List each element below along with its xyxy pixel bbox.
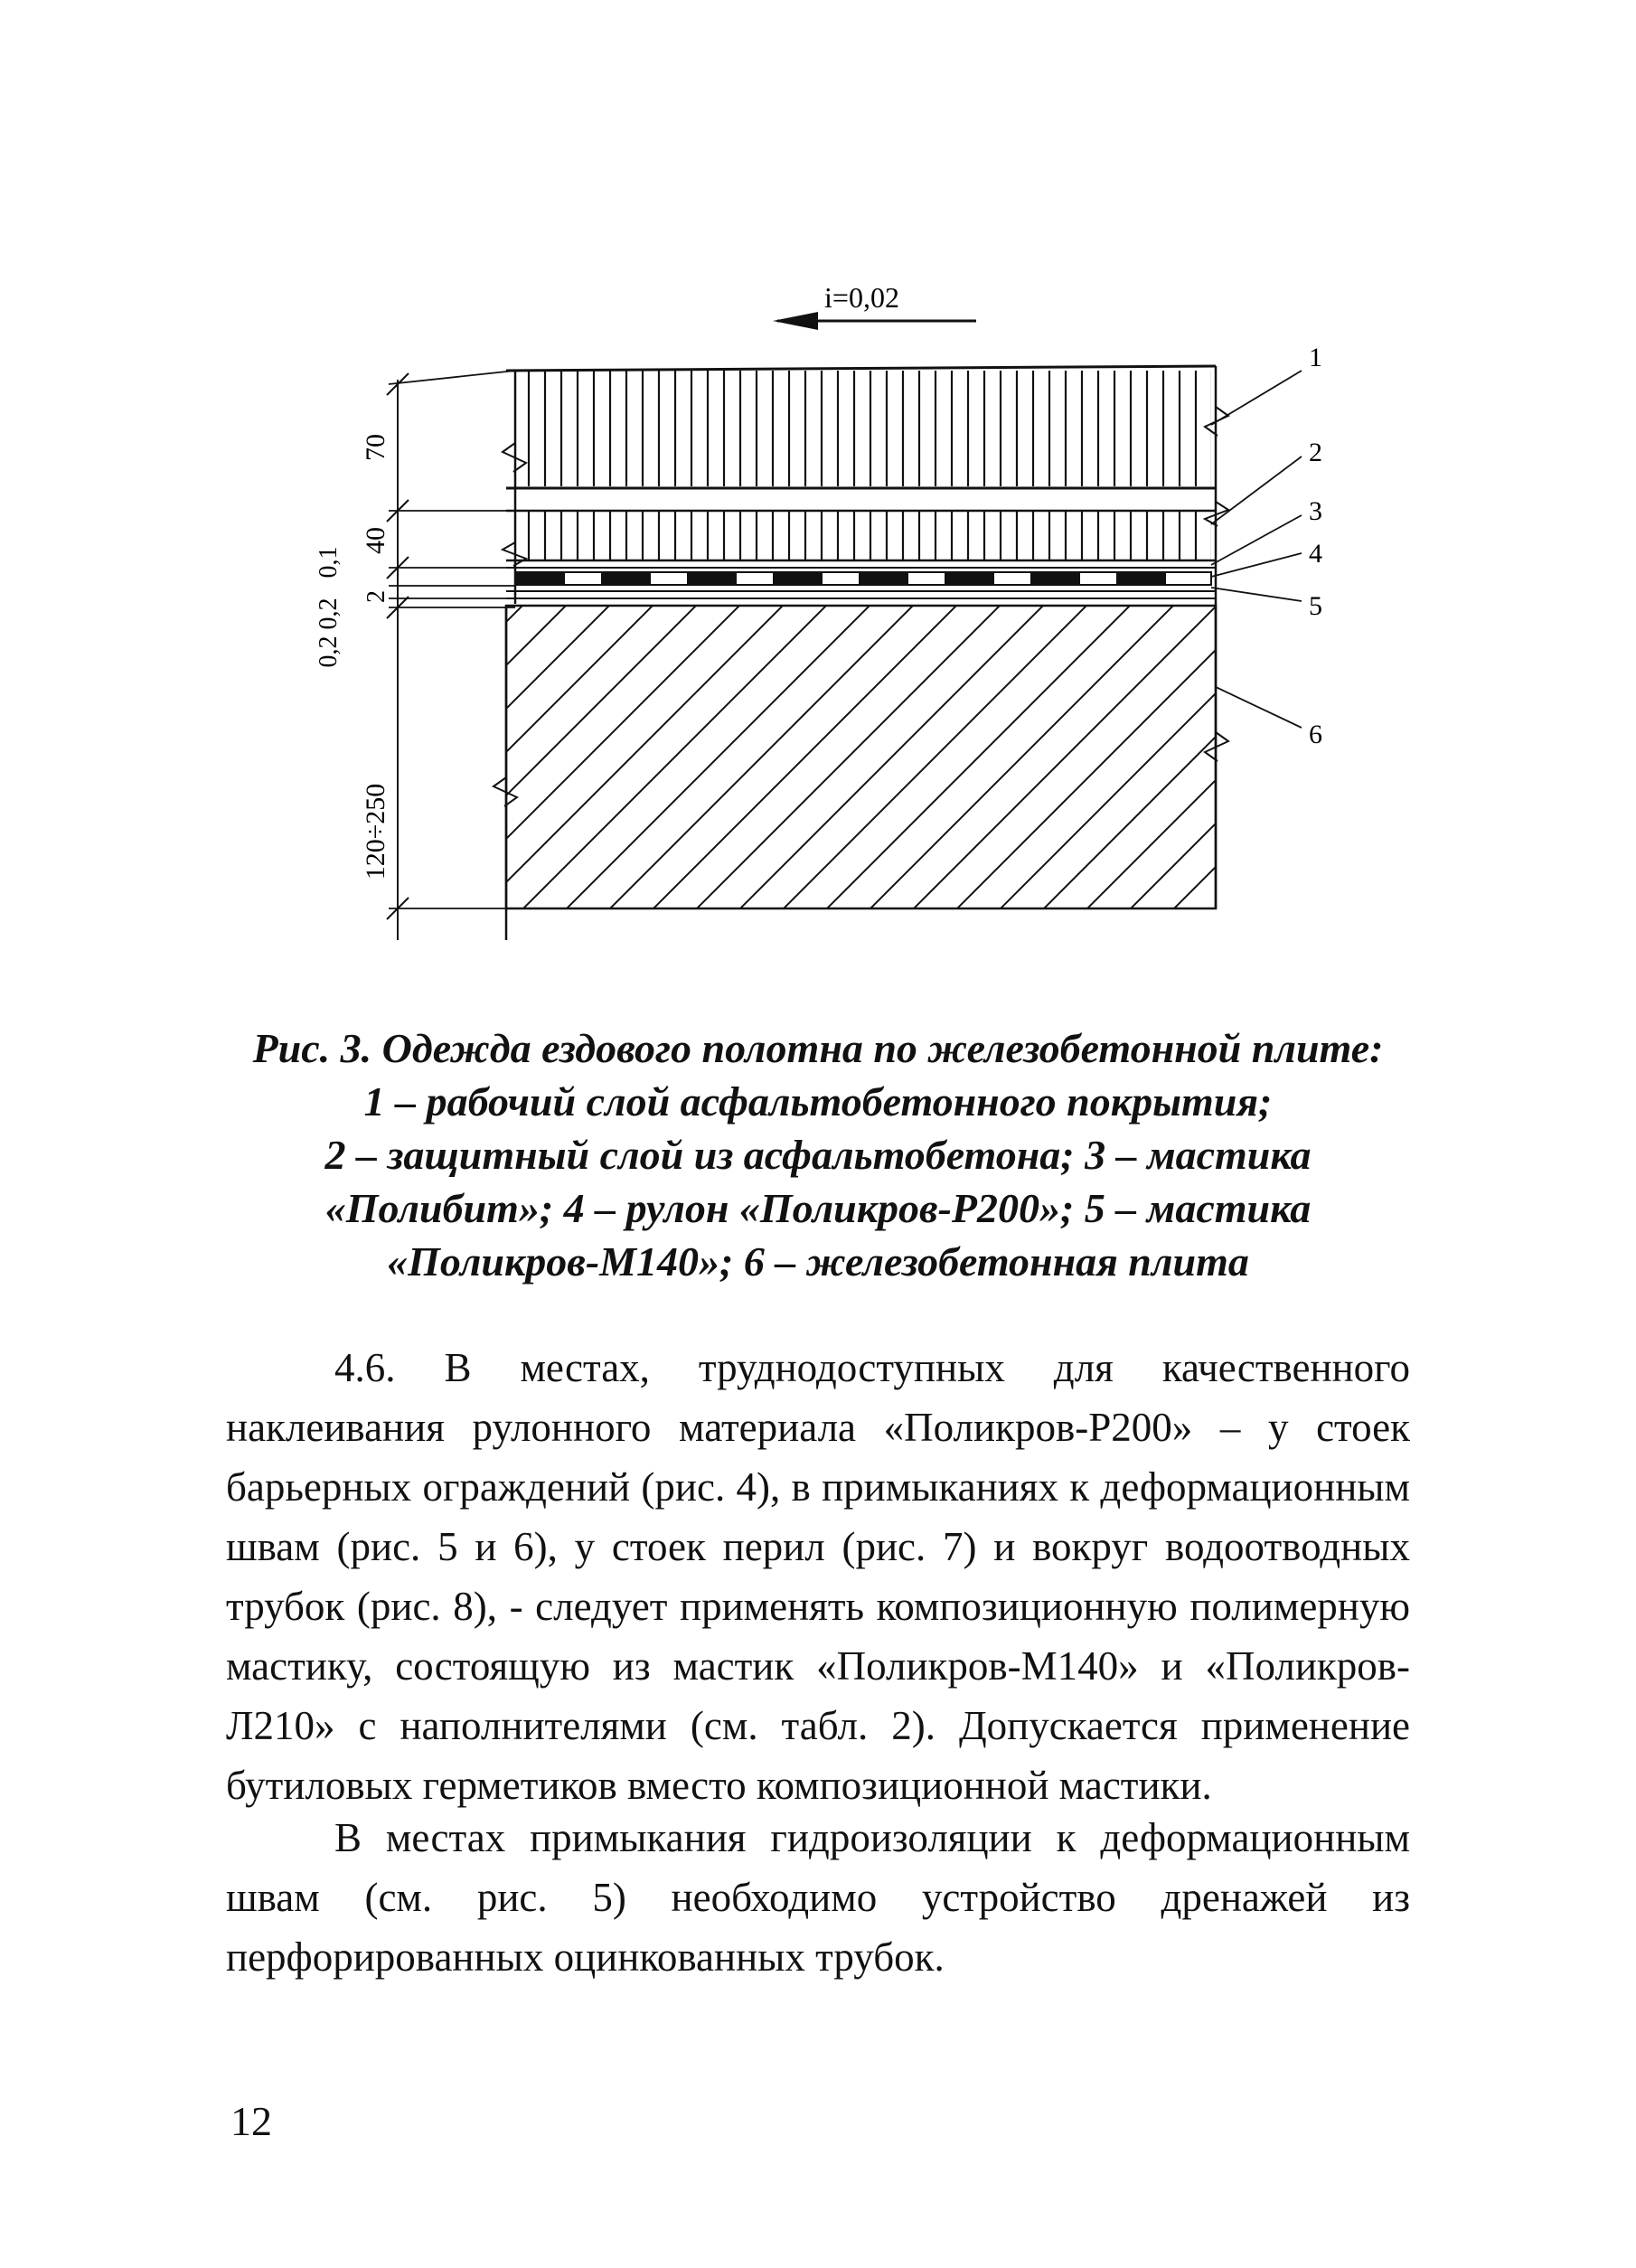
figure-caption — [163, 1021, 1473, 1288]
caption-line: «Поликров-М140»; 6 – железобетонная плита — [387, 1238, 1249, 1285]
callout-5: 5 — [1309, 591, 1322, 621]
layer-2-asphalt-protective — [515, 511, 1211, 560]
caption-line: 2 – защитный слой из асфальтобетона; 3 – мастика — [324, 1132, 1312, 1178]
dimension-lines — [387, 371, 515, 940]
callout-leaders — [1211, 371, 1302, 728]
paragraph-drainage: В местах примыкания гидроизоляции к деформационным швам (см. рис. 5) необходимо устройство дренажей из перфорированных оцинкованных трубок. — [226, 1815, 1410, 1980]
dim-0-2-0-2: 0,2 0,2 — [315, 598, 343, 668]
callout-4: 4 — [1309, 539, 1322, 569]
layer-6-concrete-slab — [506, 606, 1216, 908]
paragraph-4-6: 4.6. В местах, труднодоступных для качественного наклеивания рулонного материала «Поликров-Р200» – у стоек барьерных ограждений (рис. 4), в примыканиях к деформационным швам (рис. 5 и 6), у стоек перил (рис. 7) и вокруг водоотводных трубок (рис. 8), - следует применять композиционную полимерную мастику, состоящую из мастик «Поликров-М140» и «Поликров-Л210» с наполнителями (см. табл. 2). Допускается применение бутиловых герметиков вместо композиционной мастики. — [226, 1345, 1410, 1808]
callout-2: 2 — [1309, 438, 1322, 467]
callout-6: 6 — [1309, 720, 1322, 749]
caption-line: «Полибит»; 4 – рулон «Поликров-Р200»; 5 – мастика — [324, 1185, 1312, 1231]
caption-line: Рис. 3. Одежда ездового полотна по железобетонной плите: — [252, 1025, 1384, 1071]
page-number: 12 — [230, 2098, 272, 2144]
slope-arrow — [773, 312, 976, 330]
callout-3: 3 — [1309, 496, 1322, 526]
dim-70: 70 — [361, 434, 390, 461]
dim-0-1: 0,1 — [315, 546, 343, 579]
layer-1-asphalt-working — [515, 371, 1211, 486]
callout-1: 1 — [1309, 343, 1322, 372]
slope-label: i=0,02 — [824, 281, 899, 314]
dim-40: 40 — [361, 527, 390, 554]
dim-2: 2 — [362, 590, 390, 603]
dim-120-250: 120÷250 — [361, 783, 390, 880]
caption-line: 1 – рабочий слой асфальтобетонного покрытия; — [363, 1078, 1273, 1125]
membrane-layers — [506, 568, 1216, 598]
pavement-section-figure — [0, 0, 1636, 1012]
